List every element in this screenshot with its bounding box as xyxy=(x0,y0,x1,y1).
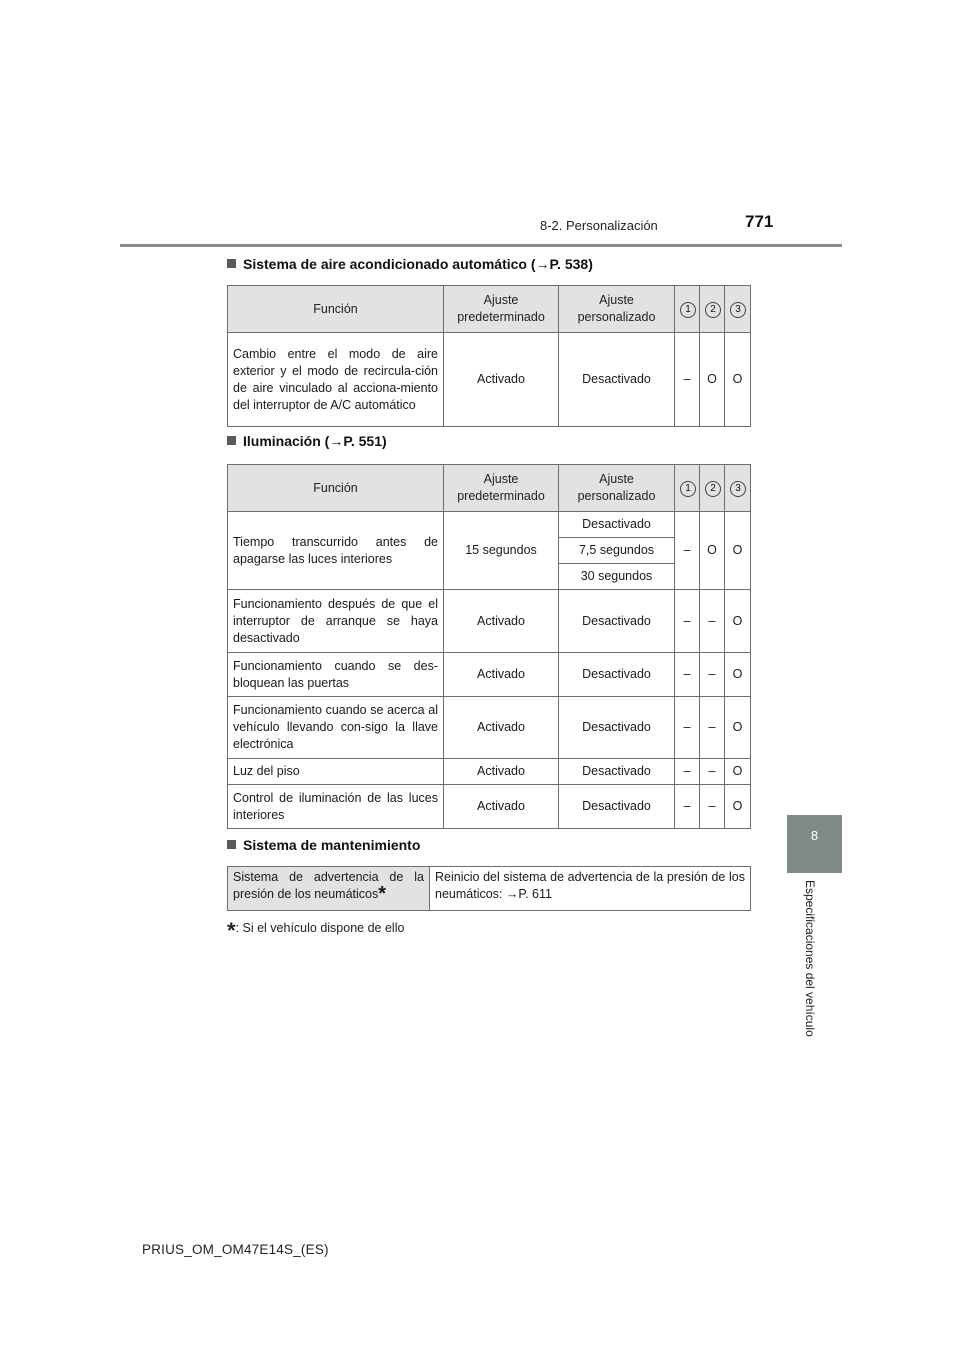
default-cell: 15 segundos xyxy=(444,512,559,590)
header-method-1 xyxy=(675,286,700,333)
maintenance-table xyxy=(227,866,751,911)
header-custom: Ajuste personalizado xyxy=(559,286,675,333)
header-default: Ajuste predeterminado xyxy=(444,286,559,333)
method-2-cell: – xyxy=(700,785,725,829)
circled-number-3-icon: 3 xyxy=(730,302,746,318)
circled-number-2-icon: 2 xyxy=(705,481,721,497)
custom-cell: Desactivado xyxy=(559,785,675,829)
header-method-2 xyxy=(700,465,725,512)
method-3-cell: O xyxy=(725,590,751,653)
section-title: Iluminación (→P. 551) xyxy=(243,433,387,449)
table-row xyxy=(228,867,751,911)
section-heading-maintenance xyxy=(227,837,420,853)
function-cell: Cambio entre el modo de aire exterior y el modo de recircula-ción de aire vinculado al acciona-miento del interruptor de A/C automático xyxy=(228,333,444,427)
method-1-cell: – xyxy=(675,333,700,427)
page-number: 771 xyxy=(745,212,774,231)
section-title: Sistema de mantenimiento xyxy=(243,837,421,853)
method-1-cell: – xyxy=(675,512,700,590)
header-method-3 xyxy=(725,286,751,333)
header-custom: Ajuste personalizado xyxy=(559,465,675,512)
method-2-cell: O xyxy=(700,333,725,427)
custom-option-cell: 30 segundos xyxy=(559,564,675,590)
section-header: 8-2. Personalización xyxy=(540,218,658,233)
section-heading-lighting xyxy=(227,433,387,449)
chapter-label: Especificaciones del vehículo xyxy=(803,880,817,1037)
table-row xyxy=(228,333,751,427)
method-1-cell: – xyxy=(675,590,700,653)
section-heading-ac xyxy=(227,256,593,272)
header-method-3 xyxy=(725,465,751,512)
method-2-cell: – xyxy=(700,653,725,697)
custom-cell: Desactivado xyxy=(559,759,675,785)
header-method-2 xyxy=(700,286,725,333)
table-row xyxy=(228,759,751,785)
table-row xyxy=(228,697,751,759)
method-2-cell: – xyxy=(700,759,725,785)
chapter-tab xyxy=(787,815,842,873)
function-cell: Luz del piso xyxy=(228,759,444,785)
method-2-cell: – xyxy=(700,697,725,759)
circled-number-1-icon: 1 xyxy=(680,302,696,318)
method-2-cell: O xyxy=(700,512,725,590)
method-3-cell: O xyxy=(725,512,751,590)
method-2-cell: – xyxy=(700,590,725,653)
method-3-cell: O xyxy=(725,759,751,785)
table-row xyxy=(228,785,751,829)
ac-settings-table xyxy=(227,285,751,427)
custom-cell: Desactivado xyxy=(559,697,675,759)
default-cell: Activado xyxy=(444,653,559,697)
circled-number-3-icon: 3 xyxy=(730,481,746,497)
square-bullet-icon xyxy=(227,840,236,849)
method-1-cell: – xyxy=(675,653,700,697)
default-cell: Activado xyxy=(444,697,559,759)
footnote-text: : Si el vehículo dispone de ello xyxy=(235,921,405,935)
custom-cell: Desactivado xyxy=(559,653,675,697)
asterisk-mark: * xyxy=(227,918,236,943)
footnote xyxy=(227,918,404,944)
square-bullet-icon xyxy=(227,436,236,445)
lighting-settings-table xyxy=(227,464,751,829)
method-3-cell: O xyxy=(725,333,751,427)
circled-number-2-icon: 2 xyxy=(705,302,721,318)
table-row xyxy=(228,590,751,653)
custom-cell: Desactivado xyxy=(559,590,675,653)
default-cell: Activado xyxy=(444,785,559,829)
method-3-cell: O xyxy=(725,697,751,759)
table-header-row xyxy=(228,465,751,512)
custom-cell: Desactivado xyxy=(559,333,675,427)
default-cell: Activado xyxy=(444,759,559,785)
method-1-cell: – xyxy=(675,785,700,829)
function-cell: Control de iluminación de las luces interiores xyxy=(228,785,444,829)
default-cell: Activado xyxy=(444,333,559,427)
header-default: Ajuste predeterminado xyxy=(444,465,559,512)
custom-option-cell: Desactivado xyxy=(559,512,675,538)
asterisk-mark: * xyxy=(378,883,387,905)
custom-option-cell: 7,5 segundos xyxy=(559,538,675,564)
maintenance-desc-cell: Reinicio del sistema de advertencia de la presión de los neumáticos: →P. 611 xyxy=(430,867,751,911)
section-title: Sistema de aire acondicionado automático (→P. 538) xyxy=(243,256,593,272)
document-id: PRIUS_OM_OM47E14S_(ES) xyxy=(142,1242,329,1257)
header-function: Función xyxy=(228,465,444,512)
square-bullet-icon xyxy=(227,259,236,268)
method-1-cell: – xyxy=(675,697,700,759)
function-cell: Funcionamiento después de que el interruptor de arranque se haya desactivado xyxy=(228,590,444,653)
header-function: Función xyxy=(228,286,444,333)
method-1-cell: – xyxy=(675,759,700,785)
table-header-row xyxy=(228,286,751,333)
maintenance-label-cell: Sistema de advertencia de la presión de los neumáticos* xyxy=(228,867,430,911)
table-row xyxy=(228,512,751,538)
table-row xyxy=(228,653,751,697)
chapter-number: 8 xyxy=(810,828,819,843)
default-cell: Activado xyxy=(444,590,559,653)
function-cell: Funcionamiento cuando se acerca al vehículo llevando con-sigo la llave electrónica xyxy=(228,697,444,759)
function-cell: Funcionamiento cuando se des-bloquean las puertas xyxy=(228,653,444,697)
header-rule xyxy=(120,244,842,247)
circled-number-1-icon: 1 xyxy=(680,481,696,497)
method-3-cell: O xyxy=(725,785,751,829)
function-cell: Tiempo transcurrido antes de apagarse las luces interiores xyxy=(228,512,444,590)
header-method-1 xyxy=(675,465,700,512)
method-3-cell: O xyxy=(725,653,751,697)
